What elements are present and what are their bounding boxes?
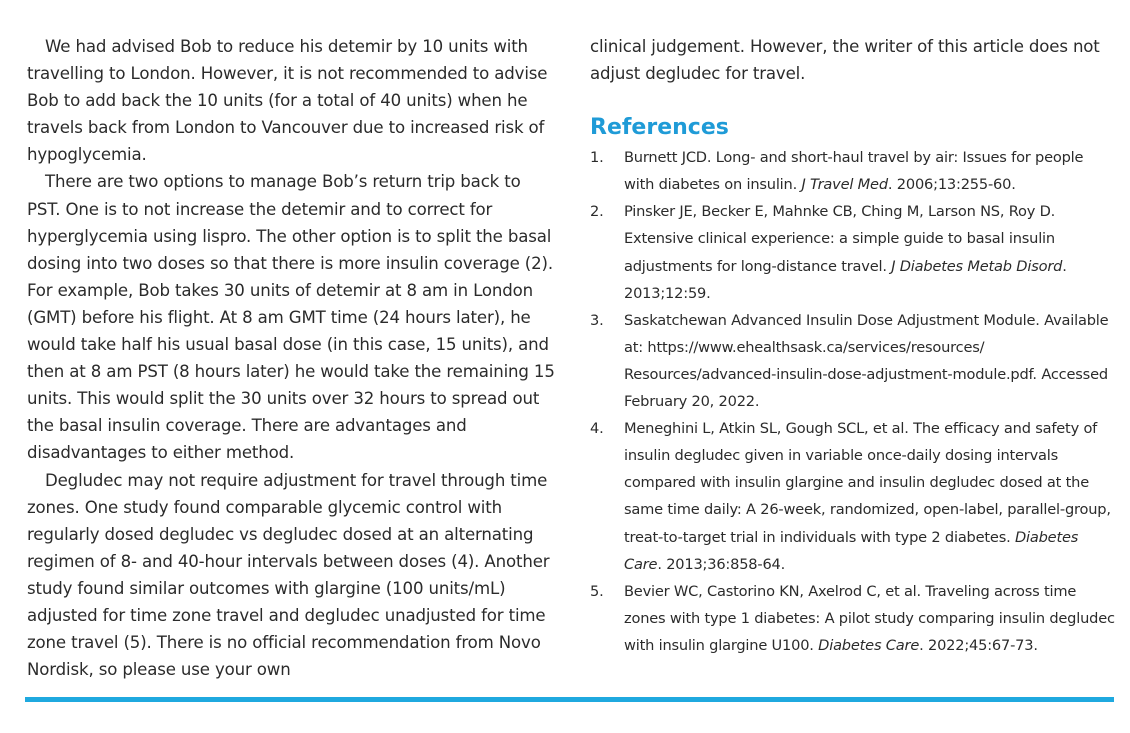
reference-text: Saskatchewan Advanced Insulin Dose Adjustment Module. Available at: https://www.ehealthsask.ca/services/resources/ Resources/advanced-insulin-dose-adjustment-module.pdf. Accessed February 20, 2022. bbox=[624, 311, 1109, 411]
reference-text: Meneghini L, Atkin SL, Gough SCL, et al. The efficacy and safety of insulin degludec given in variable once-daily dosing intervals compared with insulin glargine and insulin degludec dosed at the same time daily: A 26-week, randomized, open-label, parallel-group, treat-to-target trial in individuals with type 2 diabetes. bbox=[624, 420, 1111, 546]
left-column bbox=[27, 33, 557, 683]
continued-paragraph: clinical judgement. However, the writer of this article does not adjust degludec for travel. bbox=[590, 37, 1100, 84]
body-paragraph: Degludec may not require adjustment for travel through time zones. One study found comparable glycemic control with regularly dosed degludec vs degludec dosed at an alternating regimen of 8- and 40-hour intervals between doses (4). Another study found similar outcomes with glargine (100 units/mL) adjusted for time zone travel and degludec unadjusted for time zone travel (5). There is no official recommendation from Novo Nordisk, so please use your own bbox=[27, 470, 550, 680]
right-column bbox=[590, 33, 1115, 659]
reference-journal: Diabetes Care bbox=[624, 528, 1079, 573]
references-list bbox=[590, 144, 1115, 659]
reference-citation: . 2013;12:59. bbox=[624, 257, 1067, 302]
references-heading: References bbox=[590, 115, 729, 141]
reference-text: Pinsker JE, Becker E, Mahnke CB, Ching M, Larson NS, Roy D. Extensive clinical experience: a simple guide to basal insulin adjustments for long-distance travel. bbox=[624, 203, 1056, 275]
reference-number: 2. bbox=[590, 203, 604, 221]
reference-journal: Diabetes Care bbox=[818, 636, 920, 654]
reference-item bbox=[590, 198, 1115, 306]
reference-journal: J Diabetes Metab Disord bbox=[891, 257, 1063, 275]
reference-number: 1. bbox=[590, 149, 604, 167]
reference-text: Bevier WC, Castorino KN, Axelrod C, et al. Traveling across time zones with type 1 diabetes: A pilot study comparing insulin degludec with insulin glargine U100. bbox=[624, 582, 1115, 654]
footer-divider bbox=[25, 697, 1114, 702]
reference-citation: . 2013;36:858-64. bbox=[657, 555, 786, 573]
body-paragraph: There are two options to manage Bob’s return trip back to PST. One is to not increase the detemir and to correct for hyperglycemia using lispro. The other option is to split the basal dosing into two doses so that there is more insulin coverage (2). For example, Bob takes 30 units of detemir at 8 am in London (GMT) before his flight. At 8 am GMT time (24 hours later), he would take half his usual basal dose (in this case, 15 units), and then at 8 am PST (8 hours later) he would take the remaining 15 units. This would split the 30 units over 32 hours to spread out the basal insulin coverage. There are advantages and disadvantages to either method. bbox=[27, 172, 555, 463]
reference-item bbox=[590, 307, 1115, 415]
reference-item bbox=[590, 144, 1115, 198]
reference-number: 5. bbox=[590, 582, 604, 600]
reference-number: 3. bbox=[590, 311, 604, 329]
reference-journal: J Travel Med bbox=[801, 176, 888, 194]
body-paragraph: We had advised Bob to reduce his detemir by 10 units with travelling to London. However, it is not recommended to advise Bob to add back the 10 units (for a total of 40 units) when he travels back from London to Vancouver due to increased risk of hypoglycemia. bbox=[27, 37, 548, 165]
reference-number: 4. bbox=[590, 420, 604, 438]
reference-text: Burnett JCD. Long- and short-haul travel by air: Issues for people with diabetes on insulin. bbox=[624, 149, 1084, 194]
reference-citation: . 2022;45:67-73. bbox=[919, 636, 1038, 654]
reference-item bbox=[590, 415, 1115, 578]
reference-citation: . 2006;13:255-60. bbox=[887, 176, 1016, 194]
reference-item bbox=[590, 578, 1115, 659]
